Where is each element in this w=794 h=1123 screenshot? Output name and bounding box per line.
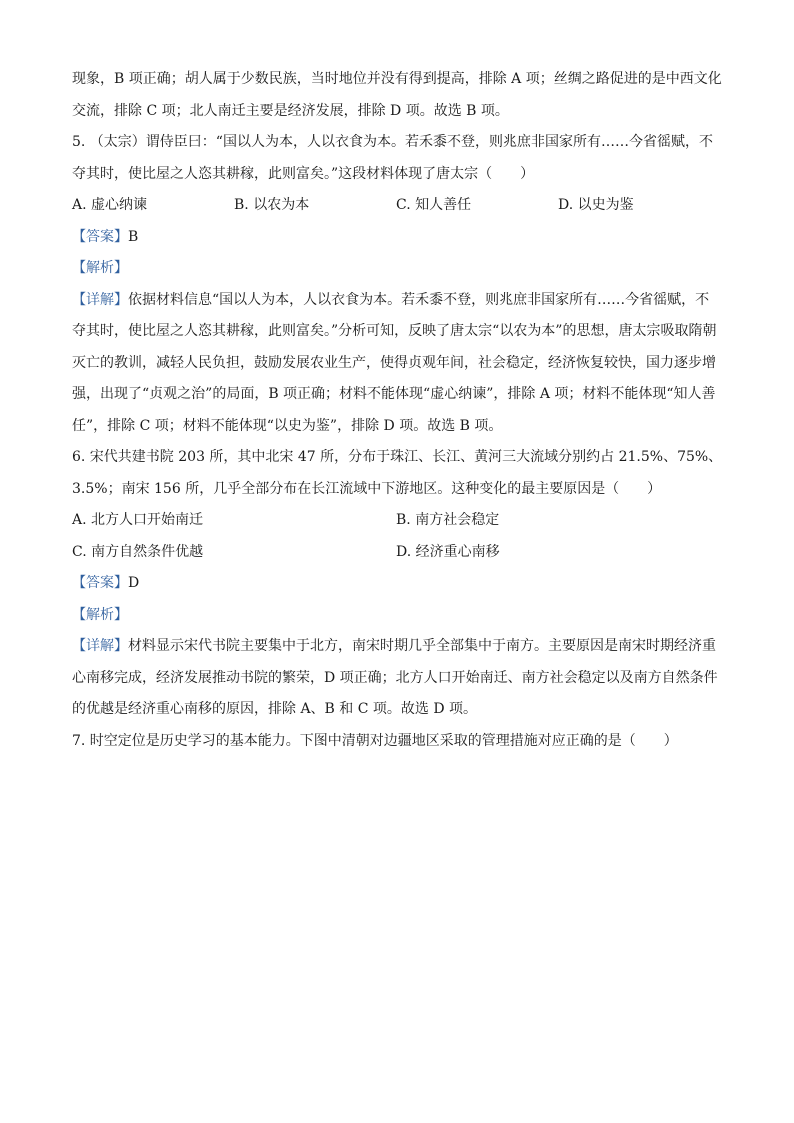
detail-text: 灭亡的教训，减轻人民负担，鼓励发展农业生产，使得贞观年间，社会稳定，经济恢复较快，国力逐步增: [72, 354, 716, 371]
options-row: [72, 190, 722, 222]
option-c: C. 南方自然条件优越: [72, 543, 204, 560]
option-c: C. 知人善任: [396, 197, 472, 213]
option-d: D. 以史为鉴: [558, 197, 634, 213]
detail-text: 强，出现了“贞观之治”的局面，B 项正确；材料不能体现“虚心纳谏”，排除 A 项；材料不能体现“知人善: [72, 386, 716, 402]
answer-label: 【答案】: [72, 575, 128, 591]
analysis-line: [72, 600, 722, 632]
answer-line: [72, 222, 722, 254]
answer-value: B: [128, 228, 139, 245]
options-row: [72, 505, 722, 537]
detail-label: 【详解】: [72, 291, 128, 308]
option-d: D. 经济重心南移: [396, 543, 500, 560]
detail-text: 的优越是经济重心南移的原因，排除 A、B 和 C 项。故选 D 项。: [72, 701, 478, 717]
question-6: [72, 442, 722, 726]
text-line: 交流，排除 C 项；北人南迁主要是经济发展，排除 D 项。故选 B 项。: [72, 102, 509, 119]
document-page: [72, 64, 722, 757]
question-stem: 7. 时空定位是历史学习的基本能力。下图中清朝对边疆地区采取的管理措施对应正确的是（ ）: [72, 732, 678, 749]
detail-line: [72, 285, 722, 317]
answer-value: D: [128, 575, 140, 591]
option-b: B. 南方社会稳定: [396, 512, 500, 528]
question-stem: 夺其时，使比屋之人恣其耕稼，此则富矣。”这段材料体现了唐太宗（ ）: [72, 165, 535, 182]
text-line: 现象，B 项正确；胡人属于少数民族，当时地位并没有得到提高，排除 A 项；丝绸之路促进的是中西文化: [72, 71, 722, 87]
detail-text: 依据材料信息“国以人为本，人以衣食为本。若禾黍不登，则兆庶非国家所有……今省徭赋，不: [128, 291, 710, 308]
options-row: [72, 537, 722, 569]
detail-label: 【详解】: [72, 638, 128, 654]
detail-text: 心南移完成，经济发展推动书院的繁荣，D 项正确；北方人口开始南迁、南方社会稳定以及南方自然条件: [72, 669, 718, 686]
option-a: A. 虚心纳谏: [72, 197, 148, 213]
question-stem: 5. （太宗）谓侍臣曰：“国以人为本，人以衣食为本。若禾黍不登，则兆庶非国家所有……今省徭赋，不: [72, 134, 713, 150]
option-b: B. 以农为本: [234, 197, 310, 213]
previous-explanation: [72, 64, 722, 127]
answer-label: 【答案】: [72, 228, 128, 245]
question-stem: 6. 宋代共建书院 203 所，其中北宋 47 所，分布于珠江、长江、黄河三大流域分别约占 21.5%、75%、: [72, 449, 723, 465]
detail-line: [72, 631, 722, 663]
analysis-line: [72, 253, 722, 285]
question-5: [72, 127, 722, 442]
detail-text: 任”，排除 C 项；材料不能体现“以史为鉴”，排除 D 项。故选 B 项。: [72, 417, 503, 434]
analysis-label: 【解析】: [72, 606, 128, 623]
detail-text: 材料显示宋代书院主要集中于北方，南宋时期几乎全部集中于南方。主要原因是南宋时期经济重: [128, 638, 716, 654]
analysis-label: 【解析】: [72, 260, 128, 276]
answer-line: [72, 568, 722, 600]
detail-text: 夺其时，使比屋之人恣其耕稼，此则富矣。”分析可知，反映了唐太宗“以农为本”的思想，唐太宗吸取隋朝: [72, 323, 717, 339]
question-7: [72, 726, 722, 758]
question-stem: 3.5%；南宋 156 所，几乎全部分布在长江流域中下游地区。这种变化的最主要原因是（ ）: [72, 480, 662, 497]
option-a: A. 北方人口开始南迁: [72, 512, 204, 528]
